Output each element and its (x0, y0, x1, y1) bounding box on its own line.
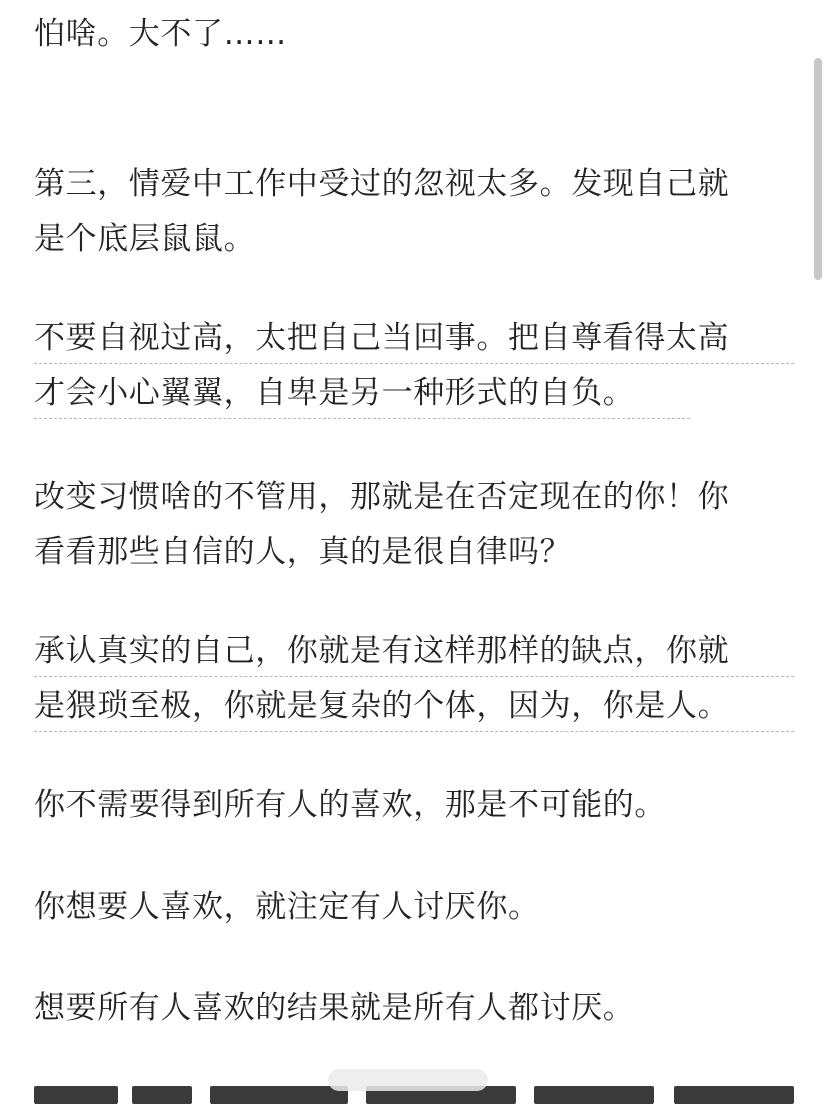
scrollbar-thumb[interactable] (814, 58, 822, 280)
watermark (328, 1069, 488, 1091)
text-line: 才会小心翼翼，自卑是另一种形式的自负。 (34, 375, 635, 411)
dashed-underline (34, 676, 794, 677)
text-line: 承认真实的自己，你就是有这样那样的缺点，你就 (34, 633, 730, 669)
text-line: 是猥琐至极，你就是复杂的个体，因为，你是人。 (34, 688, 730, 724)
dashed-underline (34, 363, 794, 364)
text-line: 第三，情爱中工作中受过的忽视太多。发现自己就 (34, 166, 730, 202)
text-line: 你不需要得到所有人的喜欢，那是不可能的。 (34, 787, 666, 823)
text-line: 想要所有人喜欢的结果就是所有人都讨厌。 (34, 990, 635, 1026)
text-line: 不要自视过高，太把自己当回事。把自尊看得太高 (34, 320, 730, 356)
text-line: 是个底层鼠鼠。 (34, 221, 256, 257)
dashed-underline (34, 731, 794, 732)
text-line: 改变习惯啥的不管用，那就是在否定现在的你！你 (34, 479, 730, 515)
text-line: 看看那些自信的人，真的是很自律吗？ (34, 534, 572, 570)
dashed-underline (34, 418, 690, 419)
text-line: 怕啥。大不了…… (34, 16, 287, 52)
text-line: 你想要人喜欢，就注定有人讨厌你。 (34, 889, 540, 925)
